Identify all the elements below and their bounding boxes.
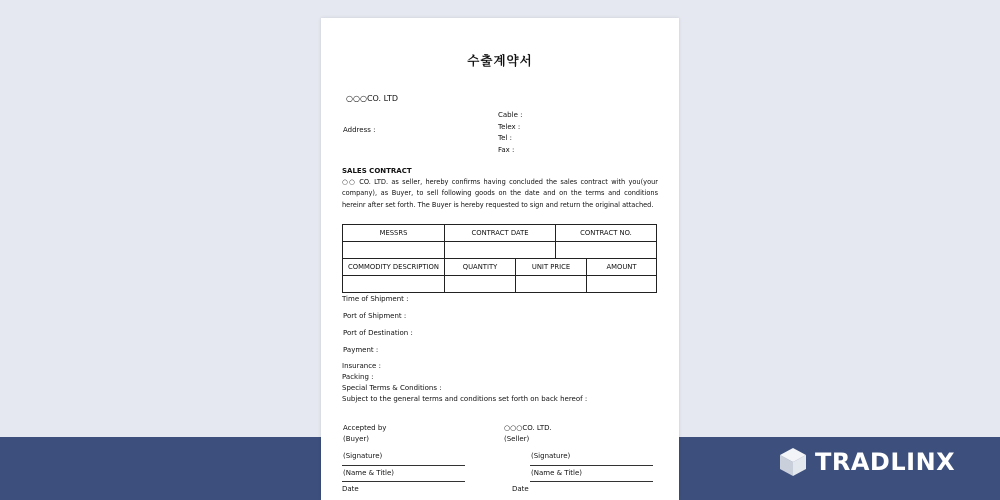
table-row <box>343 259 657 276</box>
commodity-table <box>342 258 657 293</box>
cell-commodity-description[interactable] <box>343 276 445 293</box>
header-amount: AMOUNT <box>587 259 657 276</box>
seller-role: (Seller) <box>504 435 530 443</box>
field-packing: Packing : <box>342 373 374 381</box>
field-insurance: Insurance : <box>342 362 381 370</box>
buyer-name-line <box>342 481 465 482</box>
header-unit-price: UNIT PRICE <box>516 259 587 276</box>
contact-telex: Telex : <box>498 122 521 131</box>
buyer-role: (Buyer) <box>343 435 370 443</box>
cube-icon <box>779 447 807 477</box>
contact-cable: Cable : <box>498 111 523 119</box>
cell-contract-no[interactable] <box>556 242 657 259</box>
field-time-of-shipment: Time of Shipment : <box>342 295 409 303</box>
cell-messrs[interactable] <box>343 242 445 259</box>
field-payment: Payment : <box>343 346 379 354</box>
buyer-date-label: Date <box>342 485 359 493</box>
contract-info-table <box>342 224 657 259</box>
table-row <box>343 242 657 259</box>
seller-name-title-label: (Name & Title) <box>531 469 583 477</box>
table-row <box>343 276 657 293</box>
contact-block <box>498 110 522 156</box>
cell-unit-price[interactable] <box>516 276 587 293</box>
field-special-terms: Special Terms & Conditions : <box>342 384 442 392</box>
contract-document <box>321 18 679 500</box>
cell-amount[interactable] <box>587 276 657 293</box>
seller-signature-label: (Signature) <box>531 452 571 460</box>
seller-name-line <box>530 481 653 482</box>
sales-contract-title: SALES CONTRACT <box>342 167 412 175</box>
seller-company: ○○○CO. LTD. <box>504 424 552 432</box>
tradlinx-logo <box>779 446 955 478</box>
table-row <box>343 225 657 242</box>
document-title: 수출계약서 <box>467 53 533 68</box>
buyer-accepted-by: Accepted by <box>343 424 387 432</box>
contact-fax: Fax : <box>498 145 515 154</box>
sales-contract-body: ○○ CO. LTD. as seller, hereby confirms having concluded the sales contract with you(your company), as Buyer, to sell following goods on the date and on the terms and conditions hereinr after set forth. The Buyer is hereby requested to sign and return the original attached. <box>342 178 658 209</box>
logo-text: TRADLINX <box>815 448 956 476</box>
buyer-signature-line <box>342 465 465 466</box>
header-commodity-description: COMMODITY DESCRIPTION <box>343 259 445 276</box>
company-name: ○○○CO. LTD <box>346 94 398 103</box>
field-port-of-shipment: Port of Shipment : <box>343 312 407 320</box>
header-messrs: MESSRS <box>343 225 445 242</box>
contact-tel: Tel : <box>498 134 512 142</box>
header-contract-no: CONTRACT NO. <box>556 225 657 242</box>
header-quantity: QUANTITY <box>445 259 516 276</box>
seller-signature-line <box>530 465 653 466</box>
seller-date-label: Date <box>512 485 529 493</box>
field-port-of-destination: Port of Destination : <box>343 329 413 337</box>
address-label: Address : <box>343 126 376 134</box>
field-general-terms: Subject to the general terms and conditions set forth on back hereof : <box>342 395 588 403</box>
header-contract-date: CONTRACT DATE <box>445 225 556 242</box>
buyer-name-title-label: (Name & Title) <box>343 469 395 477</box>
cell-quantity[interactable] <box>445 276 516 293</box>
buyer-signature-label: (Signature) <box>343 452 383 460</box>
cell-contract-date[interactable] <box>445 242 556 259</box>
